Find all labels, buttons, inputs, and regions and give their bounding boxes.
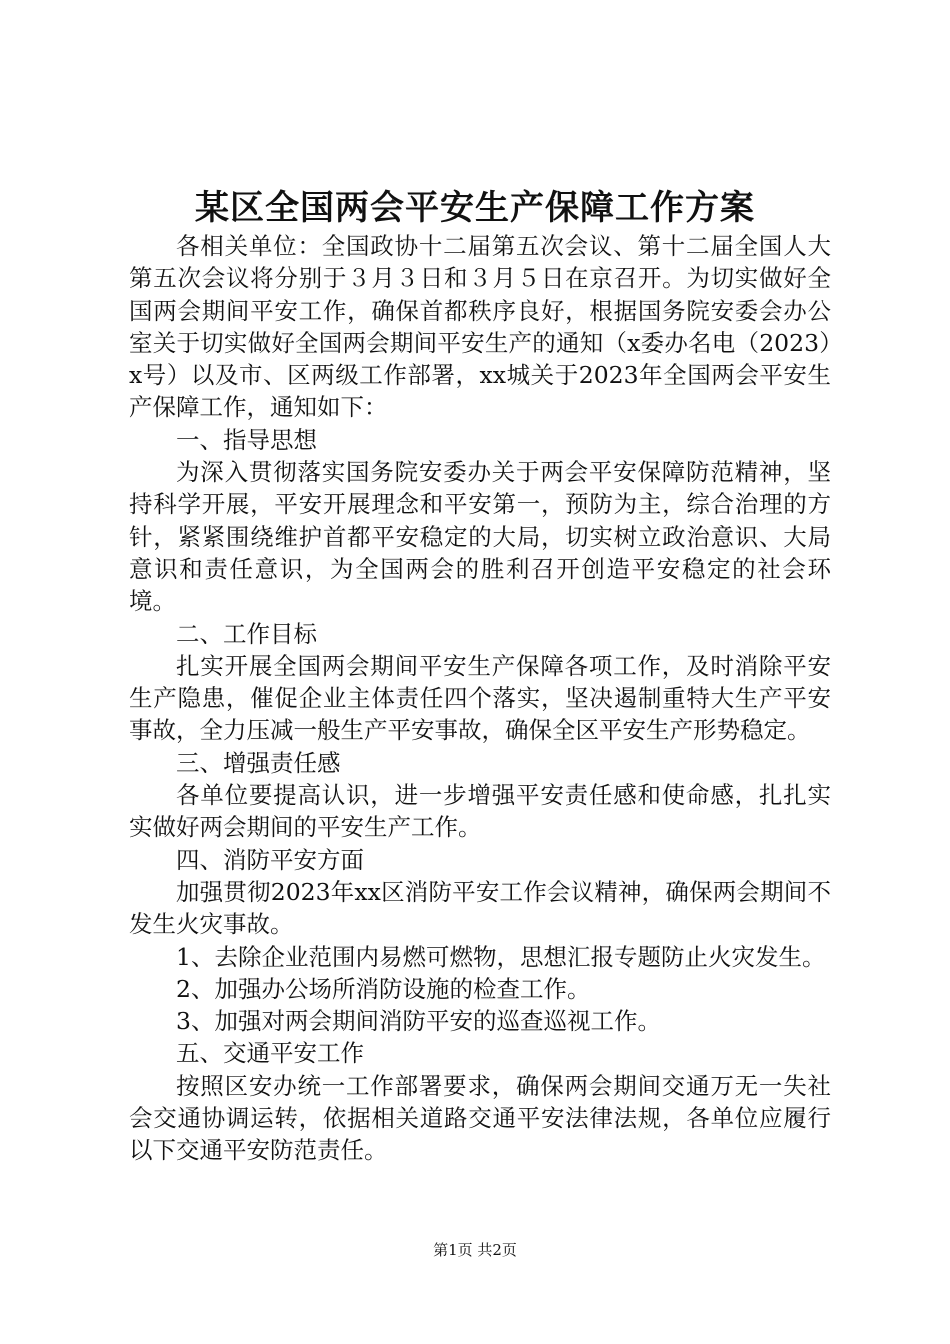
paragraph-work-goals: 扎实开展全国两会期间平安生产保障各项工作，及时消除平安生产隐患，催促企业主体责任四个落实，坚决遏制重特大生产平安事故，全力压减一般生产平安事故，确保全区平安生产形势稳定。 bbox=[129, 651, 831, 745]
list-item-fire-1: 1、去除企业范围内易燃可燃物，思想汇报专题防止火灾发生。 bbox=[176, 942, 826, 971]
paragraph-intro: 各相关单位：全国政协十二届第五次会议、第十二届全国人大第五次会议将分别于３月３日和３月５日在京召开。为切实做好全国两会期间平安工作，确保首都秩序良好，根据国务院安委会办公室关于切实做好全国两会期间平安生产的通知（x委办名电（2023）x号）以及市、区两级工作部署，xx城关于2023年全国两会平安生产保障工作，通知如下： bbox=[129, 232, 831, 422]
list-item-fire-2: 2、加强办公场所消防设施的检查工作。 bbox=[176, 974, 591, 1003]
paragraph-responsibility: 各单位要提高认识，进一步增强平安责任感和使命感，扎扎实实做好两会期间的平安生产工作。 bbox=[129, 781, 831, 842]
page-footer: 第1页 共2页 bbox=[433, 1241, 517, 1259]
paragraph-traffic-safety: 按照区安办统一工作部署要求，确保两会期间交通万无一失社会交通协调运转，依据相关道路交通平安法律法规，各单位应履行以下交通平安防范责任。 bbox=[129, 1071, 831, 1165]
paragraph-fire-safety: 加强贯彻2023年xx区消防平安工作会议精神，确保两会期间不发生火灾事故。 bbox=[129, 877, 831, 939]
document-body bbox=[129, 230, 831, 1167]
list-item-fire-3: 3、加强对两会期间消防平安的巡查巡视工作。 bbox=[176, 1007, 661, 1036]
section-heading-guiding-ideology: 一、指导思想 bbox=[176, 425, 317, 454]
section-heading-work-goals: 二、工作目标 bbox=[176, 619, 317, 648]
section-heading-fire-safety: 四、消防平安方面 bbox=[176, 845, 364, 874]
paragraph-guiding-ideology: 为深入贯彻落实国务院安委办关于两会平安保障防范精神，坚持科学开展，平安开展理念和平安第一，预防为主，综合治理的方针，紧紧围绕维护首都平安稳定的大局，切实树立政治意识、大局意识和责任意识，为全国两会的胜利召开创造平安稳定的社会环境。 bbox=[129, 458, 831, 616]
document-title: 某区全国两会平安生产保障工作方案 bbox=[195, 188, 755, 228]
section-heading-traffic-safety: 五、交通平安工作 bbox=[176, 1039, 364, 1068]
section-heading-responsibility: 三、增强责任感 bbox=[176, 748, 341, 777]
